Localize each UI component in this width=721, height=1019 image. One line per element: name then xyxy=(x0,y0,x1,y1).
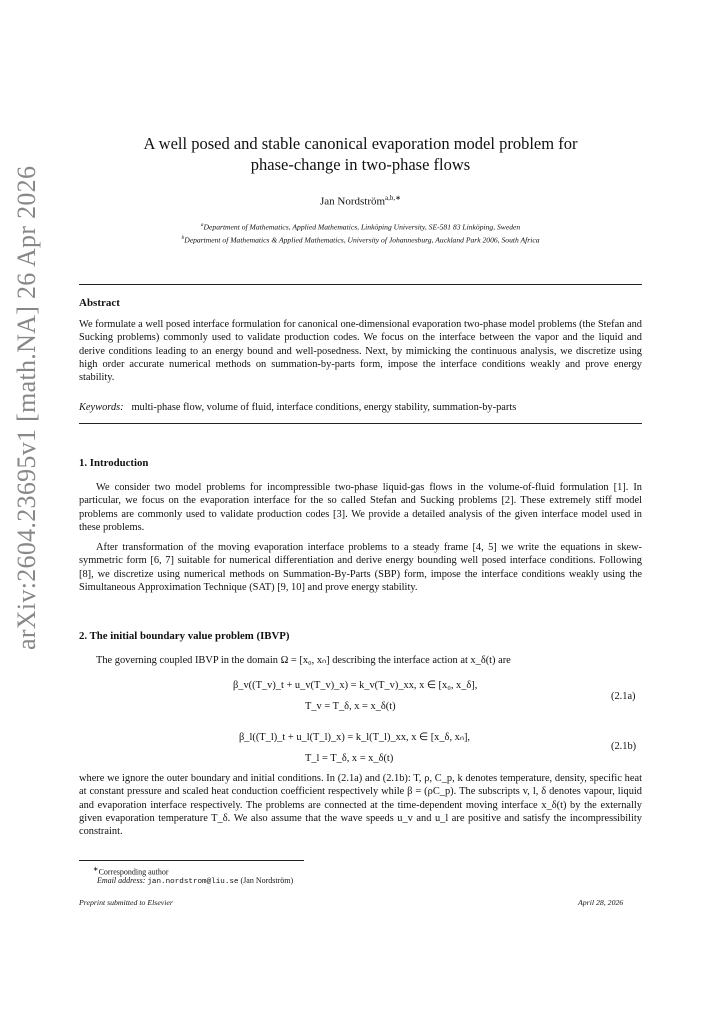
paper-date: April 28, 2026 xyxy=(578,898,624,907)
affiliation-a-mark: a xyxy=(200,222,204,228)
section-2-intro: The governing coupled IBVP in the domain Ω = [x₀, xₙ] describing the interface action at x_δ(t) are xyxy=(96,655,511,666)
affiliation-b: $^b$Department of Mathematics & Applied Mathematics, University of Johannesburg, Auckland Park 2006, South Africa xyxy=(181,234,540,245)
equation-2-1a-line-2: T_v = T_δ, x = x_δ(t) xyxy=(305,701,396,712)
section-1-paragraph-2: After transformation of the moving evaporation interface problems to a steady frame [4, 5] we write the equations in skew-symmetric form [6, 7] suitable for numerical differentiation and derive energy bounding well posed interface conditions. Following [8], we discretize using numerical methods on Summation-By-Parts (SBP) form, impose the interface conditions weakly using the Simultaneous Approximation Technique (SAT) [9, 10] and prove energy stability. xyxy=(79,542,642,593)
keywords-list: multi-phase flow, volume of fluid, interface conditions, energy stability, summation-by-parts xyxy=(131,402,517,413)
equation-2-1a-number: (2.1a) xyxy=(611,691,636,702)
arxiv-stamp: arXiv:2604.23695v1 [math.NA] 26 Apr 2026 xyxy=(12,165,41,650)
keywords-label: Keywords: xyxy=(79,402,124,413)
affiliations xyxy=(80,220,641,245)
footnote-email-label: Email address: xyxy=(97,876,146,885)
footnote-rule xyxy=(79,860,304,861)
abstract-heading: Abstract xyxy=(79,297,120,309)
equation-2-1b-number: (2.1b) xyxy=(611,741,637,752)
section-2-heading: 2. The initial boundary value problem (IBVP) xyxy=(79,630,290,642)
preprint-note: Preprint submitted to Elsevier xyxy=(79,898,173,907)
author-name: Jan Nordström xyxy=(319,195,386,208)
equation-2-1b-line-2: T_l = T_δ, x = x_δ(t) xyxy=(305,753,394,764)
section-2-paragraph: where we ignore the outer boundary and initial conditions. In (2.1a) and (2.1b): T, ρ, C_p, k denotes temperature, density, specific heat at constant pressure and scaled heat conduction coefficient respectively while β = (ρC_p). The subscripts v, l, δ denotes vapour, liquid and evaporation interface respectively. The problems are connected at the time-dependent moving interface x_δ(t) by the externally given evaporation temperature T_δ. We also assume that the wave speeds u_v and u_l are positive and satisfy the incompressibility constraint. xyxy=(79,773,642,838)
abstract-body: We formulate a well posed interface formulation for canonical one-dimensional evaporation two-phase model problems (the Stefan and Sucking problems) commonly used to validate production codes. We focus on the interface between the vapor and the liquid and derive conditions leading to an energy bound and well-posedness. Next, by mimicking the continuous analysis, we discretize using high order accurate numerical methods on summation-by-parts form, impose the interface conditions weakly and prove energy stability. xyxy=(79,319,642,384)
footnote-email xyxy=(97,876,293,886)
footnote-email-address[interactable]: jan.nordstrom@liu.se xyxy=(147,878,239,886)
abstract-top-rule xyxy=(79,284,642,285)
paper-title xyxy=(80,133,641,175)
equation-2-1a-line-1: β_v((T_v)_t + u_v(T_v)_x) = k_v(T_v)_xx, x ∈ [x₀, x_δ], xyxy=(233,680,478,691)
title-line-2: phase-change in two-phase flows xyxy=(250,155,471,174)
footnote-mark: ∗ xyxy=(93,866,99,873)
section-1-paragraph-1: We consider two model problems for incompressible two-phase liquid-gas flows in the volume-of-fluid formulation [1]. In particular, we focus on the evaporation interface for the so called Stefan and Sucking problems [2]. These extremely stiff model problems are commonly used to validate production codes [3]. We provide a detailed analysis of the given interface model used in these problems. xyxy=(79,482,642,533)
affiliation-a: $^a$Department of Mathematics, Applied Mathematics, Linköping University, SE-581 83 Linköping, Sweden xyxy=(200,222,521,232)
abstract-bottom-rule xyxy=(79,423,642,424)
footnote-corresponding: ∗Corresponding author xyxy=(93,866,169,877)
affiliation-b-mark: b xyxy=(181,234,185,241)
equation-2-1b-line-1: β_l((T_l)_t + u_l(T_l)_x) = k_l(T_l)_xx, x ∈ [x_δ, xₙ], xyxy=(239,732,471,743)
author-line xyxy=(80,194,641,208)
footnote-email-name: (Jan Nordström) xyxy=(240,876,294,885)
section-1-heading: 1. Introduction xyxy=(79,457,149,469)
author-marks: a,b,∗ xyxy=(385,194,402,202)
title-line-1: A well posed and stable canonical evaporation model problem for xyxy=(143,134,578,153)
keywords xyxy=(79,401,642,414)
